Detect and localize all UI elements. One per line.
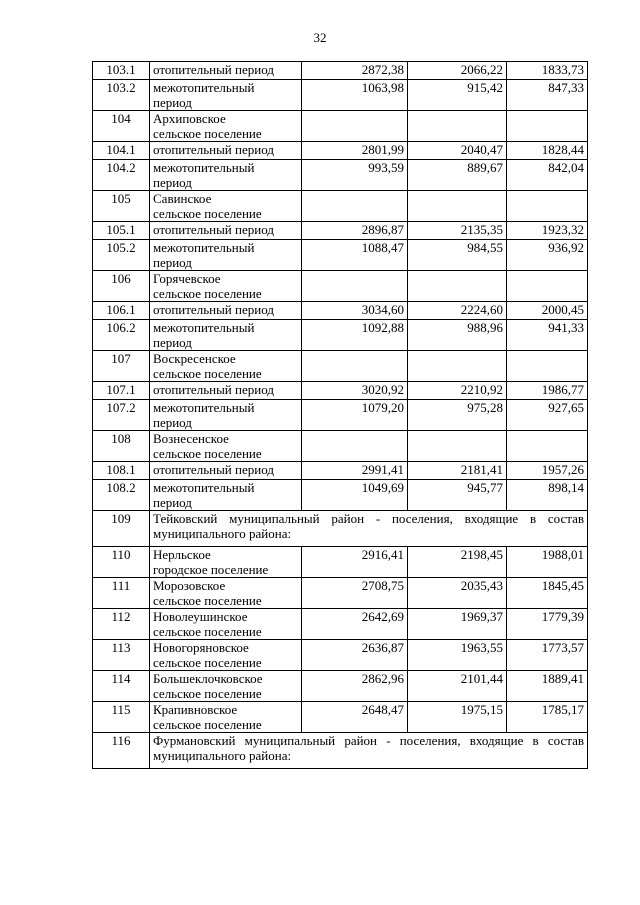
value-cell-3: 1923,32 [507,222,588,240]
value-cell-2: 915,42 [408,80,507,111]
name-cell [150,111,302,142]
name-line: отопительный период [153,62,274,77]
name-line: Морозовское [153,578,226,593]
name-line: Тейковский муниципальный район - поселения, входящие в состав муниципального района: [153,511,584,541]
value-cell-3 [507,351,588,382]
name-cell [150,547,302,578]
value-cell-1 [302,111,408,142]
name-cell [150,160,302,191]
name-line: Новолеушинское [153,609,248,624]
table-row [93,511,588,547]
value-cell-2: 988,96 [408,320,507,351]
table-row [93,302,588,320]
name-cell [150,462,302,480]
table-row [93,609,588,640]
name-line: межотопительный [153,240,255,255]
name-line: сельское поселение [153,126,262,141]
value-cell-2: 889,67 [408,160,507,191]
value-cell-2: 1969,37 [408,609,507,640]
value-cell-2 [408,351,507,382]
name-line: сельское поселение [153,366,262,381]
table-row [93,80,588,111]
table-row [93,62,588,80]
value-cell-2 [408,271,507,302]
value-cell-3 [507,191,588,222]
value-cell-3: 927,65 [507,400,588,431]
table-row [93,222,588,240]
name-line: сельское поселение [153,206,262,221]
value-cell-3: 1988,01 [507,547,588,578]
table-row [93,400,588,431]
value-cell-2 [408,431,507,462]
row-number-cell: 106 [93,271,150,302]
value-cell-2: 2224,60 [408,302,507,320]
row-number-cell: 103.2 [93,80,150,111]
table-row [93,320,588,351]
name-line: межотопительный [153,480,255,495]
value-cell-3: 1833,73 [507,62,588,80]
value-cell-2: 2101,44 [408,671,507,702]
name-cell [150,640,302,671]
name-cell [150,382,302,400]
value-cell-3: 1889,41 [507,671,588,702]
name-line: межотопительный [153,160,255,175]
value-cell-2: 945,77 [408,480,507,511]
value-cell-3: 1986,77 [507,382,588,400]
value-cell-1 [302,431,408,462]
table-row [93,702,588,733]
row-number-cell: 110 [93,547,150,578]
value-cell-3: 847,33 [507,80,588,111]
row-number-cell: 105.2 [93,240,150,271]
name-line: период [153,175,192,190]
value-cell-1: 2648,47 [302,702,408,733]
row-number-cell: 107 [93,351,150,382]
row-number-cell: 114 [93,671,150,702]
name-line: Крапивновское [153,702,238,717]
table-row [93,547,588,578]
name-line: Фурмановский муниципальный район - поселения, входящие в состав муниципального района: [153,733,584,763]
value-cell-3 [507,431,588,462]
value-cell-1: 1088,47 [302,240,408,271]
name-line: городское поселение [153,562,269,577]
value-cell-3: 1785,17 [507,702,588,733]
name-line: отопительный период [153,142,274,157]
name-line: межотопительный [153,320,255,335]
value-cell-1 [302,191,408,222]
name-cell [150,302,302,320]
value-cell-1: 2708,75 [302,578,408,609]
value-cell-1: 1063,98 [302,80,408,111]
name-line: Горячевское [153,271,221,286]
name-cell [150,351,302,382]
value-cell-2 [408,191,507,222]
name-line: сельское поселение [153,286,262,301]
value-cell-3: 1957,26 [507,462,588,480]
name-cell [150,80,302,111]
name-cell [150,62,302,80]
row-number-cell: 111 [93,578,150,609]
name-cell [150,578,302,609]
row-number-cell: 108.1 [93,462,150,480]
value-cell-1: 3034,60 [302,302,408,320]
value-cell-2: 2135,35 [408,222,507,240]
row-number-cell: 105 [93,191,150,222]
name-line: межотопительный [153,80,255,95]
row-number-cell: 108.2 [93,480,150,511]
name-cell [150,142,302,160]
name-line: Савинское [153,191,212,206]
row-number-cell: 105.1 [93,222,150,240]
row-number-cell: 115 [93,702,150,733]
value-cell-2: 1975,15 [408,702,507,733]
row-number-cell: 106.1 [93,302,150,320]
value-cell-1 [302,271,408,302]
table-row [93,240,588,271]
name-line: сельское поселение [153,686,262,701]
table-row [93,351,588,382]
value-cell-3: 1845,45 [507,578,588,609]
table-row [93,733,588,769]
row-number-cell: 116 [93,733,150,769]
name-line: отопительный период [153,462,274,477]
page-number: 32 [313,30,327,45]
value-cell-3: 936,92 [507,240,588,271]
value-cell-1: 2642,69 [302,609,408,640]
name-cell [150,191,302,222]
name-line: сельское поселение [153,655,262,670]
row-number-cell: 103.1 [93,62,150,80]
value-cell-1: 2872,38 [302,62,408,80]
value-cell-2: 2040,47 [408,142,507,160]
value-cell-1: 1079,20 [302,400,408,431]
value-cell-1: 2916,41 [302,547,408,578]
name-line: Нерльское [153,547,211,562]
value-cell-1: 2991,41 [302,462,408,480]
table-row [93,142,588,160]
name-cell [150,240,302,271]
name-cell [150,671,302,702]
value-cell-2: 1963,55 [408,640,507,671]
name-line: Новогоряновское [153,640,249,655]
table-row [93,462,588,480]
table-row [93,431,588,462]
row-number-cell: 104.2 [93,160,150,191]
name-line: отопительный период [153,222,274,237]
tariff-table [92,61,588,769]
name-cell [150,733,588,769]
name-line: межотопительный [153,400,255,415]
name-line: отопительный период [153,382,274,397]
name-line: сельское поселение [153,624,262,639]
name-line: сельское поселение [153,717,262,732]
row-number-cell: 107.2 [93,400,150,431]
value-cell-3: 842,04 [507,160,588,191]
table-row [93,271,588,302]
table-row [93,160,588,191]
name-line: Воскресенское [153,351,236,366]
value-cell-1: 2801,99 [302,142,408,160]
value-cell-1: 2896,87 [302,222,408,240]
name-line: сельское поселение [153,593,262,608]
value-cell-2: 2035,43 [408,578,507,609]
name-line: Архиповское [153,111,226,126]
table-row [93,480,588,511]
table-row [93,111,588,142]
value-cell-3: 1773,57 [507,640,588,671]
row-number-cell: 108 [93,431,150,462]
value-cell-2: 2066,22 [408,62,507,80]
value-cell-2: 2181,41 [408,462,507,480]
row-number-cell: 113 [93,640,150,671]
value-cell-1: 993,59 [302,160,408,191]
value-cell-3: 1828,44 [507,142,588,160]
value-cell-1: 1092,88 [302,320,408,351]
value-cell-1: 1049,69 [302,480,408,511]
value-cell-3 [507,271,588,302]
value-cell-3: 941,33 [507,320,588,351]
name-cell [150,511,588,547]
name-cell [150,431,302,462]
row-number-cell: 104.1 [93,142,150,160]
row-number-cell: 106.2 [93,320,150,351]
value-cell-1: 2862,96 [302,671,408,702]
name-line: период [153,255,192,270]
value-cell-2: 984,55 [408,240,507,271]
name-line: период [153,95,192,110]
name-cell [150,609,302,640]
value-cell-3: 2000,45 [507,302,588,320]
value-cell-1 [302,351,408,382]
value-cell-1: 3020,92 [302,382,408,400]
name-line: Вознесенское [153,431,229,446]
name-line: период [153,495,192,510]
row-number-cell: 109 [93,511,150,547]
name-cell [150,400,302,431]
name-cell [150,271,302,302]
table-row [93,191,588,222]
name-cell [150,222,302,240]
name-cell [150,702,302,733]
table-row [93,382,588,400]
name-line: сельское поселение [153,446,262,461]
value-cell-3: 898,14 [507,480,588,511]
value-cell-1: 2636,87 [302,640,408,671]
row-number-cell: 104 [93,111,150,142]
table-row [93,640,588,671]
name-line: период [153,415,192,430]
value-cell-2: 2198,45 [408,547,507,578]
name-cell [150,320,302,351]
name-cell [150,480,302,511]
table-row [93,671,588,702]
name-line: отопительный период [153,302,274,317]
row-number-cell: 112 [93,609,150,640]
value-cell-2: 2210,92 [408,382,507,400]
value-cell-3: 1779,39 [507,609,588,640]
value-cell-2: 975,28 [408,400,507,431]
name-line: Большеклочковское [153,671,263,686]
value-cell-2 [408,111,507,142]
row-number-cell: 107.1 [93,382,150,400]
name-line: период [153,335,192,350]
value-cell-3 [507,111,588,142]
table-row [93,578,588,609]
